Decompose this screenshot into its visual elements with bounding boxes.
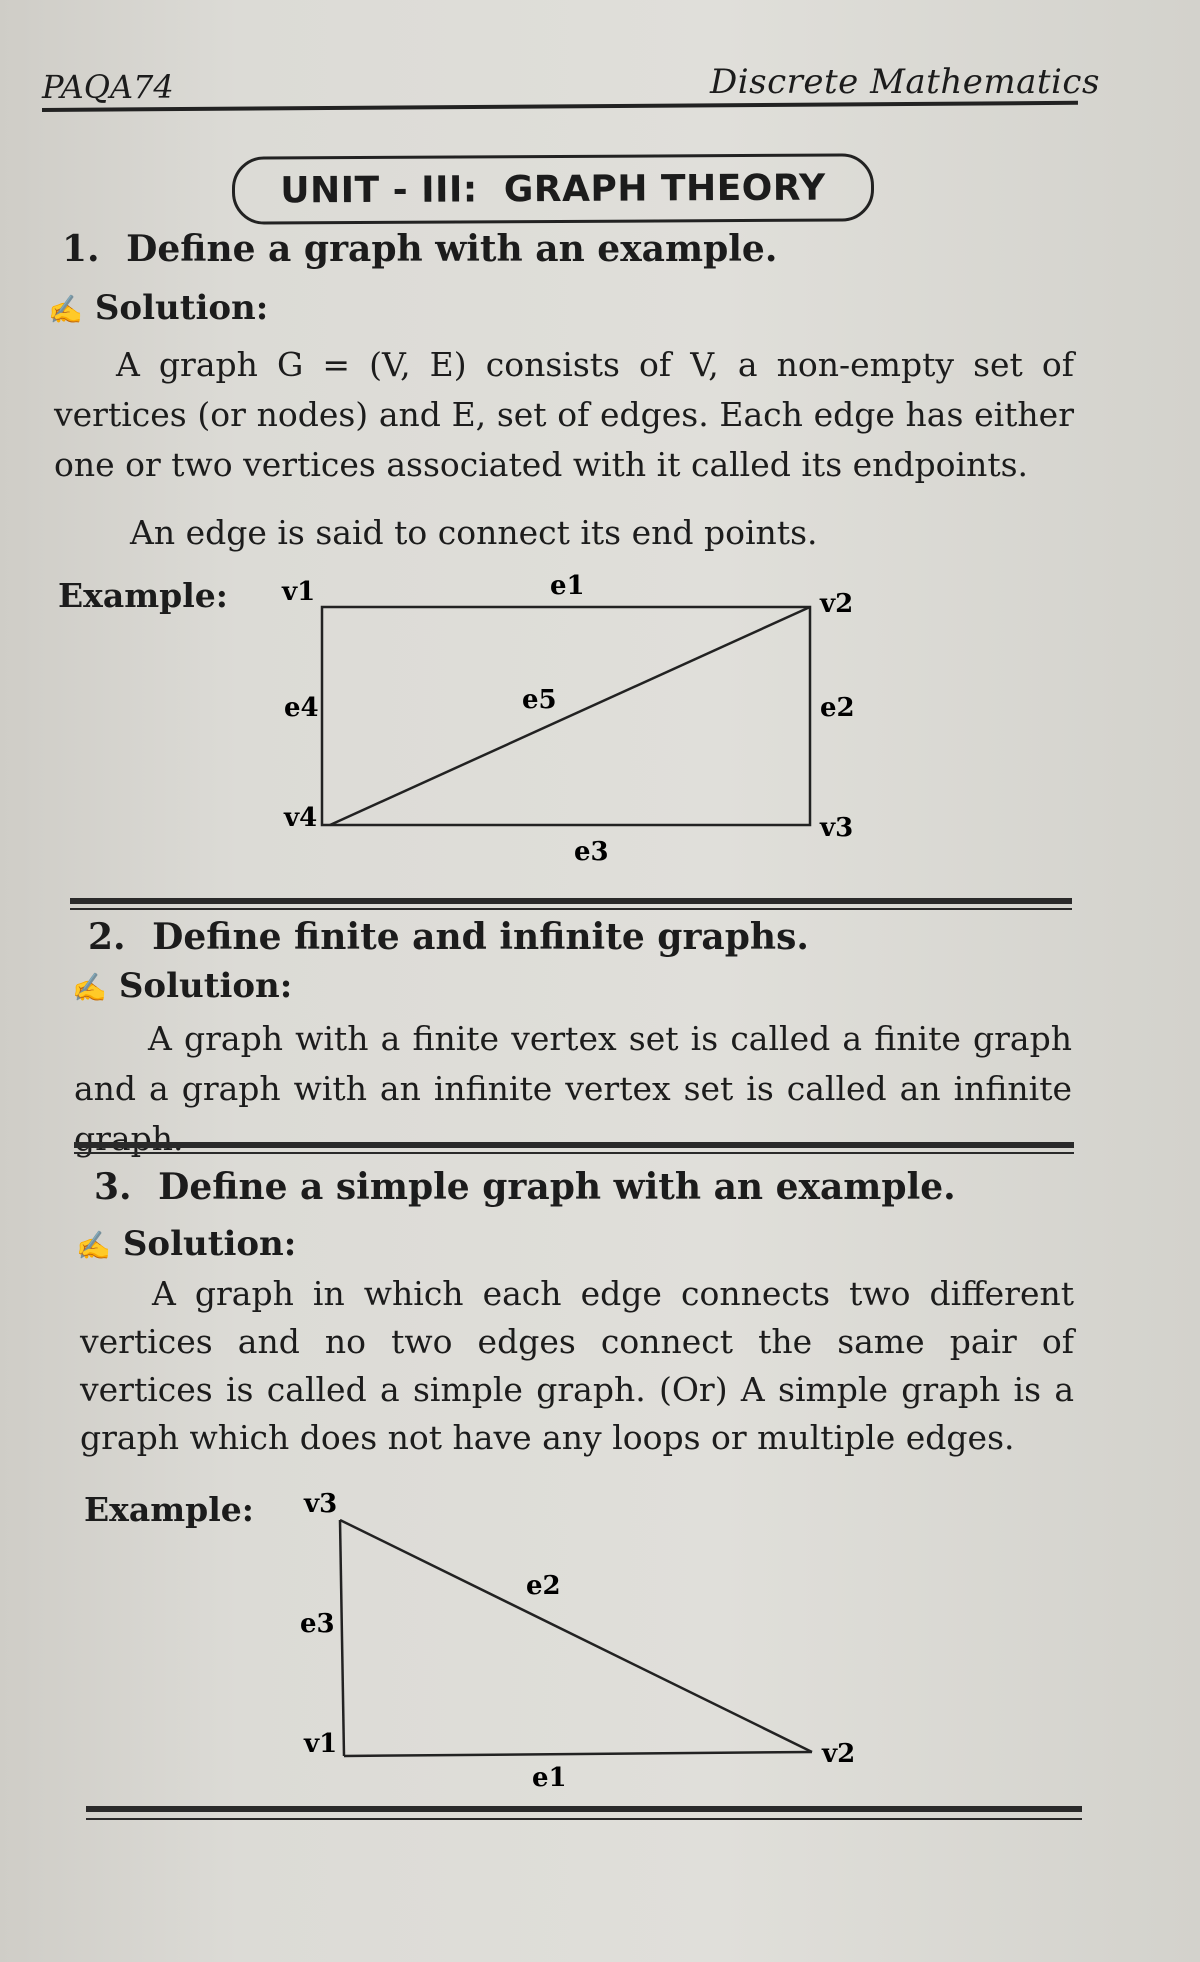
graph-1-diagonal-edge xyxy=(330,607,810,825)
separator-3-thin xyxy=(86,1818,1082,1820)
question-1-number: 1. xyxy=(62,228,100,270)
question-1-para1-text: A graph G = (V, E) consists of V, a non-empty set of vertices (or nodes) and E, set of edges. Each edge has either one or two vertices associated with it called its endpoints. xyxy=(54,345,1074,484)
solution-2-heading xyxy=(72,966,292,1006)
g2-vertex-v2: v2 xyxy=(822,1739,856,1769)
question-3-para1 xyxy=(80,1270,1074,1462)
header-subject: Discrete Mathematics xyxy=(710,62,1100,102)
g1-edge-e2: e2 xyxy=(820,693,855,723)
question-3-number: 3. xyxy=(94,1166,132,1208)
example-1-label: Example: xyxy=(58,576,228,615)
unit-title: UNIT - III: GRAPH THEORY xyxy=(280,167,826,211)
header-code: PAQA74 xyxy=(42,68,174,106)
question-2-number: 2. xyxy=(88,916,126,958)
g2-vertex-v1: v1 xyxy=(304,1729,338,1759)
solution-3-label: Solution: xyxy=(122,1224,297,1264)
graph-2-diagram xyxy=(0,1440,1200,1800)
separator-1-thick xyxy=(70,898,1072,904)
question-2-text: Define finite and infinite graphs. xyxy=(152,916,809,958)
g1-vertex-v3: v3 xyxy=(820,813,854,843)
g1-edge-e5: e5 xyxy=(522,685,557,715)
separator-2-thin xyxy=(74,1152,1074,1154)
g2-vertex-v3: v3 xyxy=(304,1489,338,1519)
separator-2-thick xyxy=(74,1142,1074,1148)
question-2-para1-text: A graph with a finite vertex set is called a finite graph and a graph with an infinite vertex set is called an infinite graph. xyxy=(74,1019,1072,1158)
example-3-label: Example: xyxy=(84,1490,254,1529)
separator-3-thick xyxy=(86,1806,1082,1812)
g2-edge-e3: e3 xyxy=(300,1609,335,1639)
question-3-title xyxy=(94,1166,956,1208)
question-3-text: Define a simple graph with an example. xyxy=(158,1166,956,1208)
g1-vertex-v1: v1 xyxy=(282,577,316,607)
g2-edge-line-e2 xyxy=(340,1520,812,1752)
question-1-text: Define a graph with an example. xyxy=(126,228,778,270)
pen-icon: ✍ xyxy=(76,1229,111,1262)
g2-edge-line-e3 xyxy=(340,1520,344,1756)
g2-edge-e1: e1 xyxy=(532,1763,567,1793)
pen-icon: ✍ xyxy=(72,971,107,1004)
g1-edge-e3: e3 xyxy=(574,837,609,867)
g2-edge-e2: e2 xyxy=(526,1571,561,1601)
g1-edge-e4: e4 xyxy=(284,693,319,723)
g2-edge-line-e1 xyxy=(344,1752,812,1756)
separator-1-thin xyxy=(70,908,1072,910)
question-3-para1-text: A graph in which each edge connects two different vertices and no two edges connect the same pair of vertices is called a simple graph. (Or) A simple graph is a graph which does not have any loops or multiple edges. xyxy=(80,1274,1074,1457)
pen-icon: ✍ xyxy=(48,293,83,326)
g1-vertex-v2: v2 xyxy=(820,589,854,619)
solution-3-heading xyxy=(76,1224,296,1264)
question-1-para2-text: An edge is said to connect its end points. xyxy=(130,513,818,552)
question-2-title xyxy=(88,916,809,958)
solution-1-label: Solution: xyxy=(94,288,269,328)
graph-1-diagram xyxy=(0,0,1200,900)
g1-vertex-v4: v4 xyxy=(284,803,318,833)
solution-2-label: Solution: xyxy=(118,966,293,1006)
g1-edge-e1: e1 xyxy=(550,571,585,601)
